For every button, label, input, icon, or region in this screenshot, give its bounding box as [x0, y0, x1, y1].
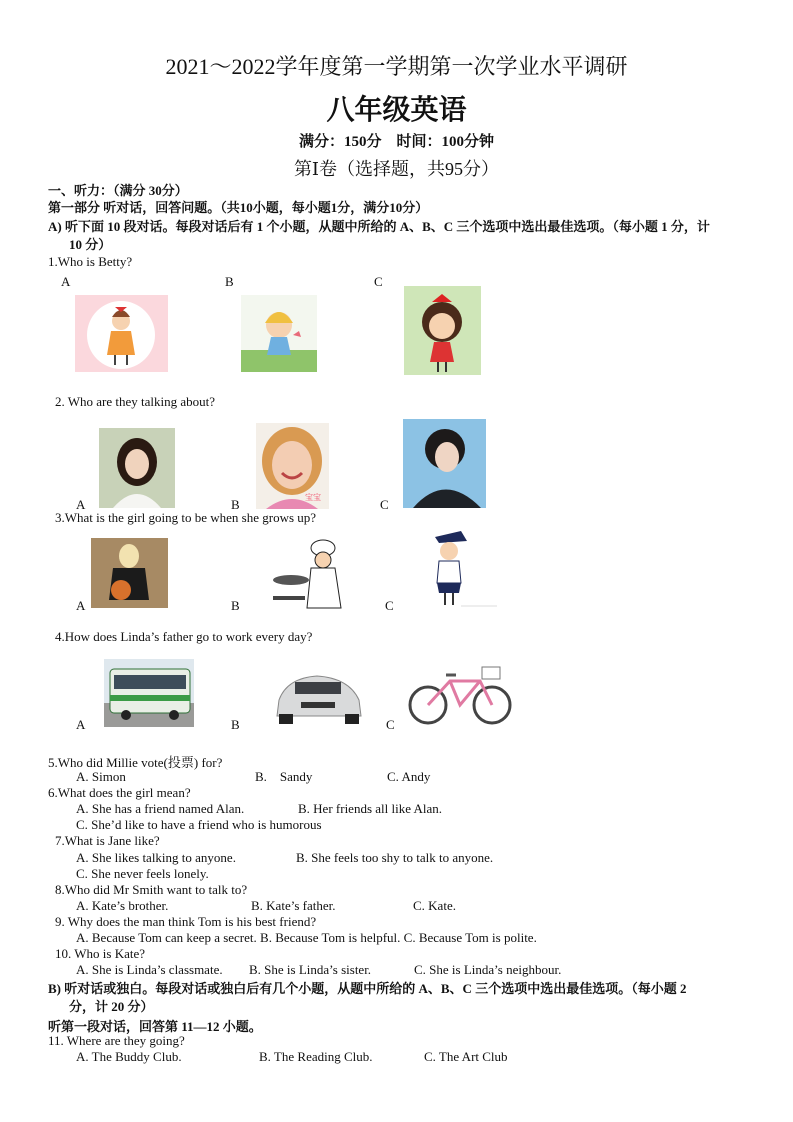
option-letter-c: C	[385, 598, 394, 613]
option-c: C. She never feels lonely.	[76, 866, 209, 881]
cartoon-girl-pink-picture	[75, 295, 168, 372]
question-4: 4.How does Linda’s father go to work every day?	[55, 629, 313, 644]
photo-bus	[104, 659, 194, 727]
option-c: C. The Art Club	[424, 1049, 508, 1064]
volume-title: 第Ⅰ卷（选择题，共95分）	[293, 159, 500, 179]
question-8: 8.Who did Mr Smith want to talk to?	[55, 882, 248, 897]
option-a: A. Kate’s brother.	[76, 898, 169, 913]
photo-bicycle	[402, 659, 517, 729]
partA-instruction-cont: 10 分）	[69, 237, 112, 252]
option-b: B. She feels too shy to talk to anyone.	[296, 850, 494, 865]
picture-watermark: 宝宝	[305, 493, 321, 502]
option-a: A. The Buddy Club.	[76, 1049, 182, 1064]
option-a: A. She likes talking to anyone.	[76, 850, 236, 865]
option-letter-a: A	[76, 717, 86, 732]
question-5: 5.Who did Millie vote(投票) for?	[48, 755, 223, 770]
photo-young-woman	[99, 428, 175, 508]
exam-title: 2021～2022学年度第一学期第一次学业水平调研	[165, 54, 628, 79]
option-b: B. Sandy	[255, 769, 313, 784]
option-b: B. Her friends all like Alan.	[298, 801, 443, 816]
option-a: A. She has a friend named Alan.	[76, 801, 245, 816]
cartoon-chef-picture	[265, 538, 353, 610]
dialogue-heading: 听第一段对话，回答第 11—12 小题。	[48, 1019, 262, 1034]
option-c: C. She’d like to have a friend who is humorous	[76, 817, 322, 832]
photo-car	[267, 664, 370, 727]
option-b: B. She is Linda’s sister.	[249, 962, 372, 977]
question-3: 3.What is the girl going to be when she grows up?	[55, 510, 317, 525]
option-letter-c: C	[380, 497, 389, 512]
option-letter-a: A	[61, 274, 71, 289]
option-letter-b: B	[231, 497, 240, 512]
option-a: A. Simon	[76, 769, 126, 784]
subject-title: 八年级英语	[326, 93, 467, 126]
option-letter-c: C	[374, 274, 383, 289]
partA-instruction: A) 听下面 10 段对话。每段对话后有 1 个小题，从题中所给的 A、B、C 三个选项中选出最佳选项。（每小题 1 分，计	[48, 219, 710, 234]
partB-instruction: B) 听对话或独白。每段对话或独白后有几个小题，从题中所给的 A、B、C 三个选项中选出最佳选项。（每小题 2	[48, 981, 687, 996]
option-c: C. Kate.	[413, 898, 456, 913]
option-letter-b: B	[231, 598, 240, 613]
question-2: 2. Who are they talking about?	[55, 394, 216, 409]
photo-basketball-player	[91, 538, 168, 608]
cartoon-girl-red-hat-picture	[404, 286, 481, 375]
question-1: 1.Who is Betty?	[48, 254, 133, 269]
option-letter-c: C	[386, 717, 395, 732]
question-7: 7.What is Jane like?	[55, 833, 160, 848]
part1-heading: 第一部分 听对话，回答问题。（共10小题，每小题1分，满分10分）	[48, 200, 429, 215]
option-letter-a: A	[76, 598, 86, 613]
option-letter-b: B	[231, 717, 240, 732]
cartoon-girl-sunny-picture	[241, 295, 317, 372]
section-heading: 一、听力：（满分 30分）	[48, 183, 188, 198]
question-9: 9. Why does the man think Tom is his best friend?	[55, 914, 317, 929]
partB-instruction-cont: 分，计 20 分）	[69, 999, 154, 1014]
option-c: C. Andy	[387, 769, 431, 784]
question-10: 10. Who is Kate?	[55, 946, 146, 961]
cartoon-police-girl-picture	[425, 527, 498, 609]
option-b: B. The Reading Club.	[259, 1049, 373, 1064]
option-b: B. Kate’s father.	[251, 898, 336, 913]
option-letter-a: A	[76, 497, 86, 512]
option-letter-b: B	[225, 274, 234, 289]
question-11: 11. Where are they going?	[48, 1033, 185, 1048]
question-6: 6.What does the girl mean?	[48, 785, 191, 800]
options-line: A. Because Tom can keep a secret. B. Because Tom is helpful. C. Because Tom is polite.	[76, 930, 537, 945]
option-c: C. She is Linda’s neighbour.	[414, 962, 562, 977]
score-time: 满分：150分 时间：100分钟	[298, 134, 494, 150]
option-a: A. She is Linda’s classmate.	[76, 962, 223, 977]
photo-young-man	[403, 419, 486, 508]
